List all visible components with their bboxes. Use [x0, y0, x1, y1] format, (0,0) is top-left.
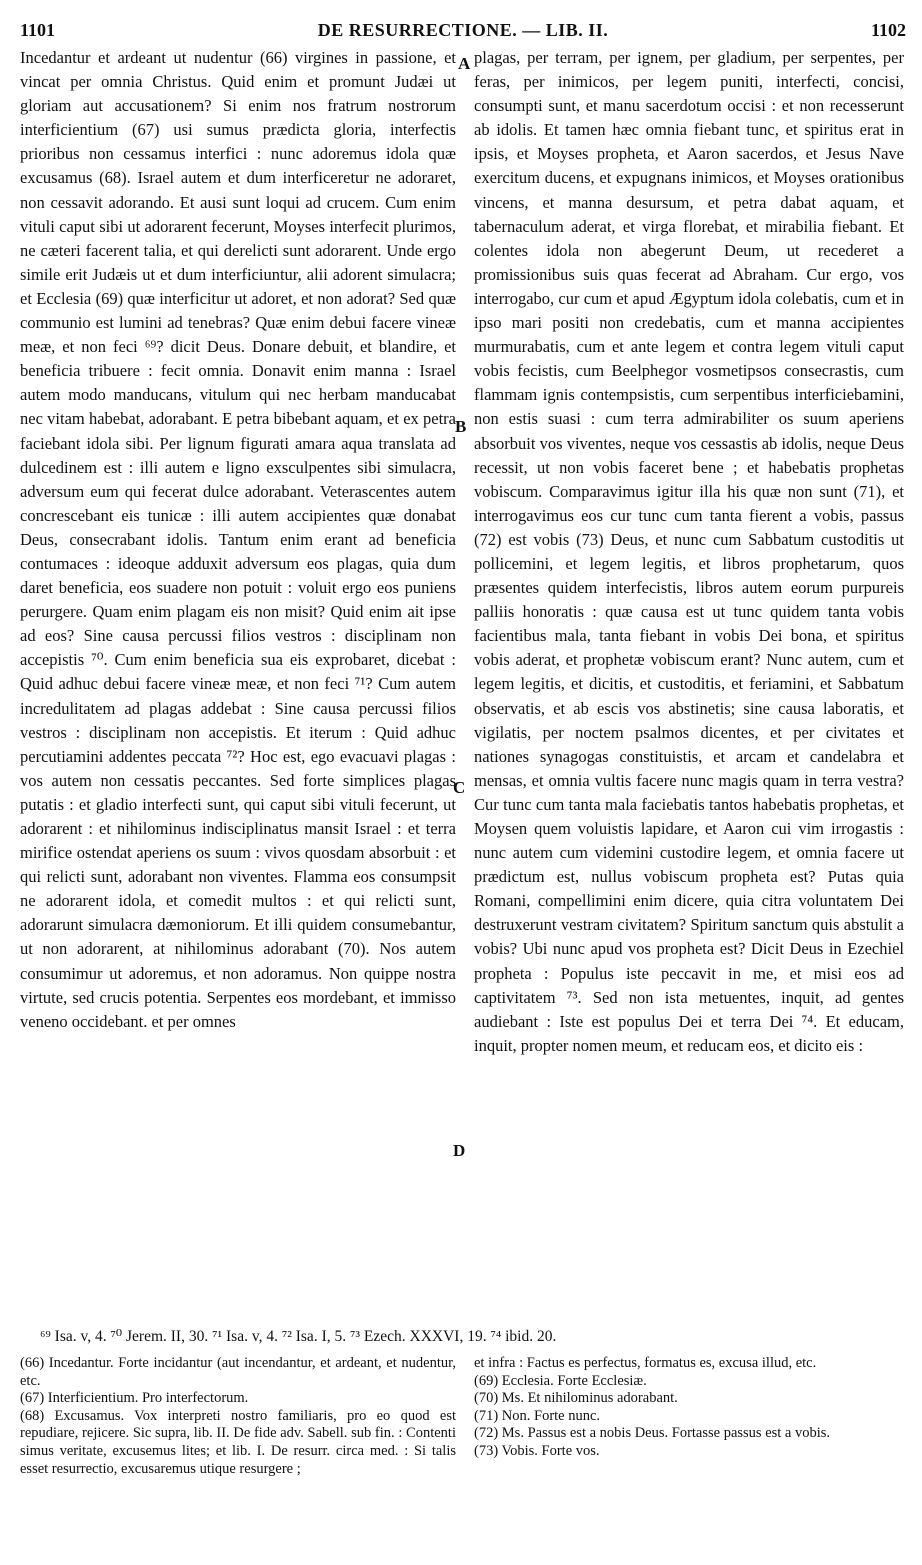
marker-a: A [458, 54, 471, 73]
left-column [20, 46, 456, 1034]
footnote: (70) Ms. Et nihilominus adorabant. [474, 1390, 678, 1407]
right-column-text: plagas, per terram, per ignem, per gladium, per serpentes, per feras, per inimicos, per legem puniti, interfecti, concisi, consumpti sunt, et manu sacerdotum occisi : et non recesserunt ab idolis. Et tamen hæc omnia fiebant tunc, et spiritus erat in ipsis, et Moyses propheta, et Aaron sacerdos, et Jesus Nave exercitum ducens, et expugnans inimicos, et Moyses orationibus vincens, et manna desursum, et petra dabat aquam, et tabernaculum aderat, et virga florebat, et mirabilia fiebant. Et colentes idola non abegerunt Deum, ut recederet a promissionibus suis quas fecerat ad Abraham. Cur ergo, vos interrogabo, cur cum et apud Ægyptum idola colebatis, cum et in ipso mari positi non credebatis, cum et manna accipientes murmurabatis, cum et ante legem et contra legem vituli caput vobis fecistis, cum Beelphegor vosmetipsos consecrastis, cum flammam ignis contempsistis, cum serpentibus interficiebamini, non estis suasi : cum terra admirabiliter os suum aperiens absorbuit vos viventes, neque vos cessastis ab idolis, neque Deus recessit, ut non vobis faceret bene ; et habebatis prophetas vobiscum. Comparavimus igitur illa his quæ non sunt (71), et interrogavimus eos cur tunc cum tanta fierent a vobis, passus (72) est vobis (73) Deus, et nunc cum Sabbatum custoditis ut pollicemini, et legem legitis, et libros prophetarum, quos præsentes quidem interfecistis, libros autem eorum purpureis palliis honoratis : quæ causa est ut tunc quidem tanta vobis facientibus mala, tanta fiebant in vobis Dei bona, et spiritus vobis aderat, et prophetæ vobiscum erant? Nunc autem, cum et legem legitis, et dicitis, et custoditis, et feriamini, et Sabbatum observatis, et ab escis vos abstinetis; sine causa laboratis, et vigilatis, per noctem psalmos dicentes, et per civitates et nationes synagogas constituistis, et arcam et candelabra et mensas, et omnia vultis facere nunc magis quam in terra vestra? Cur tunc cum tanta mala faciebatis tantos habebatis prophetas, et Moysen quem voluistis lapidare, et Aaron cui vim irrogastis : nunc autem cum videmini custodire legem, et omnia facere ut prædictum est, nullus vobiscum propheta est? Putas quia Romani, compellimini enim dicere, quia citra voluntatem Dei destruxerunt vestram civitatem? Spiritum sanctum quis abstulit a vobis? Ubi nunc apud vos propheta est? Dicit Deus in Ezechiel propheta : Populus iste peccavit in me, et misi eos ad captivitatem ⁷³. Sed non ista metuentes, inquit, ad gentes audiebant : Iste est populus Dei et terra Dei ⁷⁴. Et educam, inquit, propter nomen meum, et reducam eos, et dicito eis : [474, 48, 904, 1055]
marker-c: C [453, 778, 466, 797]
right-column [474, 46, 904, 1058]
footnote: (68) Excusamus. Vox interpreti nostro familiaris, pro eo quod est repudiare, rejicere. Sic supra, lib. II. De fide adv. Sabell. sub fin. : Contenti simus veritate, excusemus lites; et lib. I. De resurr. circa med. : Si talis esset resurrectio, excusaremus utique resurgere ; [20, 1407, 456, 1477]
right-page-number: 1102 [870, 20, 906, 40]
footnote: et infra : Factus es perfectus, formatus es, excusa illud, etc. [474, 1355, 817, 1371]
running-title: DE RESURRECTIONE. — LIB. II. [317, 20, 609, 40]
footnote: (71) Non. Forte nunc. [474, 1407, 601, 1424]
footnotes-right [474, 1355, 904, 1461]
marker-d: D [453, 1141, 466, 1160]
marker-b: B [455, 417, 467, 436]
footnote: (67) Interficientium. Pro interfectorum. [20, 1390, 249, 1407]
left-page-number: 1101 [20, 20, 56, 40]
footnote: (66) Incedantur. Forte incidantur (aut incendantur, et ardeant, et nudentur, etc. [20, 1355, 456, 1389]
footnote: (69) Ecclesia. Forte Ecclesiæ. [474, 1372, 647, 1389]
left-column-text: Incedantur et ardeant ut nudentur (66) virgines in passione, et vincat per omnia Christus. Quid enim et promunt Judæi ut gloriam aut accusationem? Si enim nos fratrum nostrorum interficientium (67) usi sumus prædicta gloria, interfectis prioribus non cessamus interfici : nunc adoremus idola quæ excusamus (68). Israel autem et dum interficeretur ne adoraret, non cessavit adorando. Et ausi sunt loqui ad crucem. Cum enim vituli caput sibi ut adorarent fecerunt, Moyses interfecit plurimos, ne cæteri facerent talia, et qui derelicti sunt adorarent. Unde ergo simile erit Judæis ut et dum interficiuntur, alii adorent simulacra; et Ecclesia (69) quæ interficitur ut adoret, et non adorat? Sed quæ communio est lumini ad tenebras? Quæ enim debui facere vineæ meæ, et non feci ⁶⁹? dicit Deus. Donare debuit, et blandire, et beneficia tribuere : fecit omnia. Donavit enim manna : Israel autem modo manducans, vitulum qui nec herbam manducabat nec vitam habebat, adorabant. E petra bibebant aquam, et ex petra faciebant idola sibi. Per lignum figurati amara aqua translata ad dulcedinem est : illi autem e ligno exsculpentes sibi simulacra, adversum eum qui fecerat dulce adorabant. Veterascentes autem concrescebant eis tunicæ : illi autem accipientes quæ donabat Deus, consecrabant idolis. Tantum enim erant ad beneficia contumaces : ideoque adduxit adversum eos plagas, quia dum daret beneficia, eos suadere non potuit : voluit ergo eos puniens perurgere. Quam enim plagam eis non misit? Quid enim ait ipse ad eos? Sine causa percussi filios vestros : disciplinam non accepistis ⁷⁰. Cum enim beneficia sua eis exprobaret, dicebat : Quid adhuc debui facere vineæ meæ, et non feci ⁷¹? Cum autem incredulitatem ad plagas addebat : Sine causa percussi filios vestros : disciplinam non accepistis. Et iterum : Quid adhuc percutiamini addentes peccata ⁷²? Hoc est, ego evacuavi plagas : vos autem non cessatis peccantes. Sed forte simplices plagas putatis : et gladio interfecti sunt, qui caput sibi vituli fecerunt, ut adorarent : et nihilominus indisciplinatus mansit Israel : et terra mirifice ostendat aperiens os suum : vivos quosdam absorbuit : et qui relicti sunt, adorabant non viventes. Flamma eos consumpsit ne adorarent idola, et comedit multos : et qui relicti sunt, adorarunt simulacra dæmoniorum. Et illi quidem consumebantur, ut non adorarent, at nihilominus adorabant (70). Nos autem consumimur ut adoremus, et non adoramus. Non quippe nostra virtute, sed crucis potentia. Serpentes eos mordebant, et immisso veneno occidebant. et per omnes [20, 48, 456, 1031]
footnote: (72) Ms. Passus est a nobis Deus. Fortasse passus est a vobis. [474, 1425, 831, 1442]
footnote: (73) Vobis. Forte vos. [474, 1442, 600, 1459]
page-header [20, 20, 906, 44]
scripture-references: ⁶⁹ Isa. v, 4. ⁷⁰ Jerem. II, 30. ⁷¹ Isa. v, 4. ⁷² Isa. I, 5. ⁷³ Ezech. XXXVI, 19. ⁷⁴ ibid. 20. [40, 1328, 557, 1345]
footnotes-left [20, 1355, 456, 1478]
